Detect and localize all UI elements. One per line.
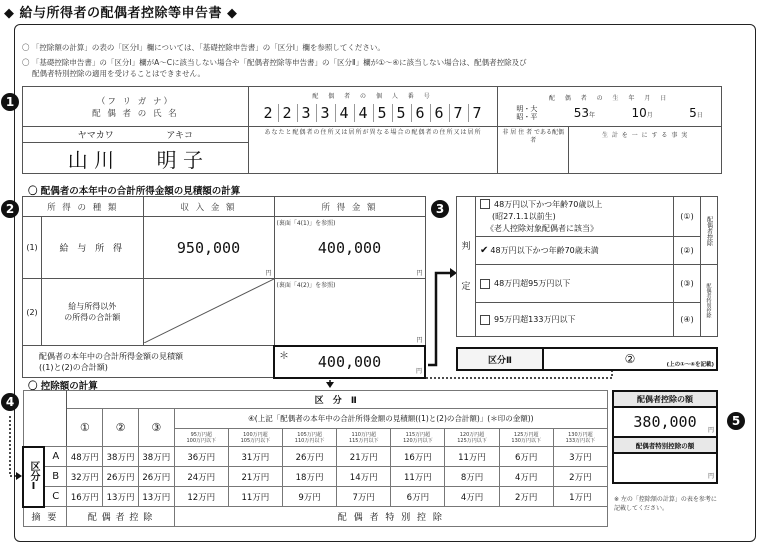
mynumber-digit: 3 — [317, 104, 336, 122]
income-range-text: 100万円以下 — [186, 437, 217, 444]
income-range-text: 100万円超 — [243, 431, 268, 438]
opt4-cell[interactable] — [476, 303, 674, 337]
deduction-cell: 2万円 — [553, 467, 607, 487]
mynumber-digit: 2 — [260, 104, 279, 122]
deduction-cell: 14万円 — [337, 467, 391, 487]
income-range-text: 125万円以下 — [457, 437, 487, 444]
income-range-text: 120万円超 — [459, 431, 485, 438]
name-label-cell — [23, 87, 249, 127]
nonresident-cell[interactable] — [498, 127, 569, 173]
kana-last: ヤマカワ — [77, 131, 114, 142]
deduction-cell: 18万円 — [282, 467, 336, 487]
badge-1: 1 — [1, 93, 19, 111]
income-range-text: 130万円以下 — [511, 437, 541, 444]
deduction-cell: 21万円 — [337, 447, 391, 467]
deduction-cell: 16万円 — [391, 447, 445, 467]
income-range-header — [228, 429, 282, 447]
opt4-label: 95万円超133万円以下 — [494, 315, 576, 324]
mynumber-digit: 3 — [298, 104, 317, 122]
address-cell[interactable] — [248, 127, 497, 174]
deduction-cell: 38万円 — [103, 447, 139, 467]
opt1-cell[interactable] — [476, 197, 674, 237]
row1-revenue-yen: 円 — [265, 270, 272, 277]
summary-special: 配 偶 者 特 別 控 除 — [174, 507, 607, 527]
deduction-cell: 11万円 — [445, 447, 499, 467]
total-star: ＊ — [279, 350, 289, 362]
col-income: 所 得 金 額 — [274, 197, 425, 217]
opt4-checkbox[interactable] — [480, 315, 490, 325]
ded-rows — [23, 447, 608, 507]
row2-no: (2) — [23, 279, 42, 346]
deduction-cell: 26万円 — [103, 467, 139, 487]
col2-header: ② — [103, 409, 139, 447]
opt2-label: 48万円以下かつ年齢70歳未満 — [490, 246, 599, 255]
deduction-cell: 1万円 — [553, 487, 607, 507]
deduction-cell: 26万円 — [282, 447, 336, 467]
col1-header: ① — [67, 409, 103, 447]
opt1-checkbox[interactable] — [480, 199, 490, 209]
badge-4: 4 — [1, 393, 19, 411]
birth-month[interactable]: 10 — [631, 105, 647, 120]
mynumber-digit: 4 — [355, 104, 374, 122]
page-title: ◆ 給与所得者の配偶者控除等申告書 ◆ — [4, 6, 238, 21]
mynumber-field[interactable] — [249, 104, 497, 122]
livelihood-cell[interactable] — [569, 127, 721, 173]
row1-ref: (裏面「4(1)」を参照) — [276, 220, 336, 227]
kubun1-label: 区分Ⅰ — [23, 447, 44, 507]
special-deduction-label: 配偶者特別控除の額 — [613, 437, 717, 453]
income-range-text: 105万円超 — [297, 431, 322, 438]
deduction-cell: 38万円 — [138, 447, 174, 467]
badge-3: 3 — [431, 200, 449, 218]
income-table — [22, 196, 426, 379]
summary-spouse: 配 偶 者 控 除 — [67, 507, 174, 527]
row2-ref: (裏面「4(2)」を参照) — [276, 282, 336, 289]
opt1-c: 《老人控除対象配偶者に該当》 — [486, 223, 598, 233]
deduction-section-title: 〇 控除額の計算 — [28, 381, 98, 392]
kana-first: アキコ — [166, 131, 193, 142]
special-deduction-yen: 円 — [707, 473, 714, 480]
col3-header: ③ — [138, 409, 174, 447]
side-spouse: 配偶者控除 — [701, 197, 718, 265]
col4-header: ④(上記「配偶者の本年中の合計所得金額の見積額((1)と(2)の合計額)」(＊印の金額)) — [174, 409, 607, 429]
opt1-b: (昭27.1.1以前生) — [492, 211, 556, 221]
name-cell[interactable] — [23, 143, 249, 174]
row1-no: (1) — [23, 217, 42, 279]
note-1: 〇 「控除額の計算」の表の「区分Ⅰ」欄については、「基礎控除申告書」の「区分Ⅰ」欄を参照してください。 — [22, 43, 385, 52]
spouse-deduction-value: 380,000 — [633, 413, 697, 431]
deduction-cell: 16万円 — [67, 487, 103, 507]
income-range-text: 95万円超 — [190, 431, 212, 438]
kubun2-value-cell[interactable] — [543, 348, 717, 370]
table-row — [23, 467, 608, 487]
era-showa[interactable]: 昭・平 — [516, 112, 538, 121]
deduction-cell: 12万円 — [174, 487, 228, 507]
row1-income-yen: 円 — [416, 270, 423, 277]
income-range-header — [445, 429, 499, 447]
mynumber-digit: 6 — [431, 104, 450, 122]
birth-year[interactable]: 53 — [573, 105, 590, 120]
row1-income-cell[interactable] — [274, 217, 425, 279]
judge-label-cell — [457, 197, 476, 337]
era-meiji[interactable]: 明・大 — [516, 104, 538, 113]
status-cell — [498, 127, 722, 174]
row-key: A — [44, 447, 67, 467]
ded-corner — [23, 391, 67, 447]
deduction-cell: 13万円 — [103, 487, 139, 507]
income-range-header — [553, 429, 607, 447]
spouse-info-table — [22, 86, 722, 174]
row2-label-cell — [42, 279, 144, 346]
address-label: あなたと配偶者の住所又は居所が異なる場合の配偶者の住所又は居所 — [264, 129, 482, 136]
mynumber-digit: 5 — [393, 104, 412, 122]
deduction-cell: 4万円 — [499, 467, 553, 487]
livelihood-label: 生 計 を 一 に す る 事 実 — [601, 132, 689, 139]
deduction-cell: 24万円 — [174, 467, 228, 487]
income-section-title: 〇 配偶者の本年中の合計所得金額の見積額の計算 — [28, 186, 241, 197]
opt3-label: 48万円超95万円以下 — [494, 279, 571, 288]
nonresident-label: 非 居 住 者 である配偶者 — [502, 129, 565, 144]
income-range-text: 105万円以下 — [240, 437, 271, 444]
badge-2: 2 — [1, 200, 19, 218]
deduction-cell: 21万円 — [228, 467, 282, 487]
row1-revenue-cell[interactable] — [143, 217, 274, 279]
deduction-cell: 36万円 — [174, 447, 228, 467]
deduction-cell: 4万円 — [445, 487, 499, 507]
judge-label-b: 定 — [461, 281, 471, 292]
special-deduction-cell[interactable] — [613, 453, 717, 483]
income-range-text: 120万円以下 — [403, 437, 433, 444]
mynumber-digit: 6 — [412, 104, 431, 122]
table-row — [23, 487, 608, 507]
kubun2-value: ② — [624, 352, 636, 366]
opt3-no: (③) — [674, 265, 701, 303]
row1-income: 400,000 — [317, 238, 382, 257]
mynumber-cell — [248, 87, 497, 127]
row1-label: 給 与 所 得 — [42, 217, 144, 279]
deduction-cell: 6万円 — [391, 487, 445, 507]
income-range-text: 125万円超 — [513, 431, 539, 438]
note-2b: 配偶者特別控除の適用を受けることはできません。 — [32, 69, 205, 78]
judge-table — [456, 196, 718, 337]
income-range-header — [499, 429, 553, 447]
income-range-header — [337, 429, 391, 447]
spouse-deduction-label: 配偶者控除の額 — [613, 391, 717, 407]
birth-label: 配 偶 者 の 生 年 月 日 — [548, 94, 671, 102]
total-yen: 円 — [415, 367, 422, 375]
mynumber-digit: 7 — [472, 104, 483, 122]
deduction-cell: 32万円 — [67, 467, 103, 487]
amounts-note: ※ 左の「控除額の計算」の表を参考に記載してください。 — [614, 496, 717, 512]
income-range-text: 133万円以下 — [565, 437, 596, 444]
income-range-text: 110万円以下 — [294, 437, 325, 444]
note-2a: 〇 「基礎控除申告書」の「区分Ⅰ」欄がA～Cに該当しない場合や「配偶者控除等申告書」の「区分Ⅱ」欄が①～④に該当しない場合は、配偶者控除及び — [22, 58, 527, 67]
total-label-cell — [23, 346, 275, 378]
deduction-cell: 2万円 — [499, 487, 553, 507]
mynumber-digit: 5 — [374, 104, 393, 122]
deduction-cell: 9万円 — [282, 487, 336, 507]
dotted-arrow-kubun1 — [2, 414, 24, 484]
opt2-check[interactable]: ✔ — [480, 245, 489, 256]
name-first: 明 子 — [156, 147, 204, 172]
spouse-name-label: 配 偶 者 の 氏 名 — [92, 108, 179, 119]
amounts-table — [612, 390, 718, 484]
row2-income-yen: 円 — [416, 336, 423, 344]
row2-revenue-cell — [143, 279, 274, 346]
col-revenue: 収 入 金 額 — [143, 197, 274, 217]
birth-cell — [498, 87, 722, 127]
total-label1: 配偶者の本年中の合計所得金額の見積額 — [39, 351, 183, 361]
furigana-label: （フ リ ガ ナ） — [96, 96, 174, 107]
row1-revenue: 950,000 — [176, 238, 241, 257]
month-unit: 月 — [646, 111, 653, 119]
kubun2-label: 区分Ⅱ — [457, 348, 543, 370]
income-range-header — [391, 429, 445, 447]
side-special: 配偶者特別控除 — [701, 265, 718, 337]
mynumber-digit: 2 — [279, 104, 298, 122]
badge-5: 5 — [727, 412, 745, 430]
year-unit: 年 — [589, 111, 596, 119]
col-type: 所 得 の 種 類 — [23, 197, 144, 217]
deduction-cell: 11万円 — [391, 467, 445, 487]
kana-cell[interactable] — [23, 127, 249, 143]
row2-label1: 給与所得以外 — [68, 302, 117, 311]
row2-income-cell[interactable] — [274, 279, 425, 346]
deduction-cell: 31万円 — [228, 447, 282, 467]
name-last: 山 川 — [67, 147, 115, 172]
birth-day[interactable]: 5 — [689, 105, 697, 120]
dotted-arrow-kubun2 — [322, 368, 622, 390]
opt1-a: 48万円以下かつ年齢70歳以上 — [494, 199, 603, 209]
income-range-text: 130万円超 — [568, 431, 593, 438]
row2-diagonal — [144, 279, 274, 343]
summary-label: 摘 要 — [23, 507, 67, 527]
deduction-cell: 8万円 — [445, 467, 499, 487]
deduction-cell: 11万円 — [228, 487, 282, 507]
income-range-text: 115万円以下 — [348, 437, 379, 444]
row2-label2: の所得の合計額 — [64, 313, 121, 322]
opt2-cell[interactable] — [476, 237, 674, 265]
opt1-no: (①) — [674, 197, 701, 237]
arrow-to-judge — [426, 265, 458, 375]
judge-label-a: 判 — [461, 241, 471, 252]
income-range-header — [282, 429, 336, 447]
row-key: C — [44, 487, 67, 507]
income-range-text: 110万円超 — [351, 431, 376, 438]
total-label2: ((1)と(2)の合計額) — [39, 362, 108, 372]
spouse-deduction-cell[interactable] — [613, 407, 717, 437]
deduction-cell: 13万円 — [138, 487, 174, 507]
deduction-cell: 3万円 — [553, 447, 607, 467]
opt2-no: (②) — [674, 237, 701, 265]
income-range-header — [174, 429, 228, 447]
mynumber-digit: 4 — [336, 104, 355, 122]
table-row — [23, 447, 608, 467]
opt3-cell[interactable] — [476, 265, 674, 303]
kubun2-header: 区 分 Ⅱ — [67, 391, 608, 409]
deduction-cell: 48万円 — [67, 447, 103, 467]
deduction-cell: 7万円 — [337, 487, 391, 507]
mynumber-digit: 7 — [450, 104, 469, 122]
day-unit: 日 — [696, 111, 703, 119]
deduction-cell: 26万円 — [138, 467, 174, 487]
opt3-checkbox[interactable] — [480, 279, 490, 289]
income-range-text: 115万円超 — [405, 431, 431, 438]
opt4-no: (④) — [674, 303, 701, 337]
row-key: B — [44, 467, 67, 487]
mynumber-label: 配 偶 者 の 個 人 番 号 — [312, 93, 434, 100]
total-value: 400,000 — [317, 352, 382, 371]
kubun2-note: (上の①～④を記載) — [666, 362, 714, 368]
spouse-deduction-yen: 円 — [707, 427, 714, 434]
deduction-table — [22, 390, 608, 527]
deduction-cell: 6万円 — [499, 447, 553, 467]
